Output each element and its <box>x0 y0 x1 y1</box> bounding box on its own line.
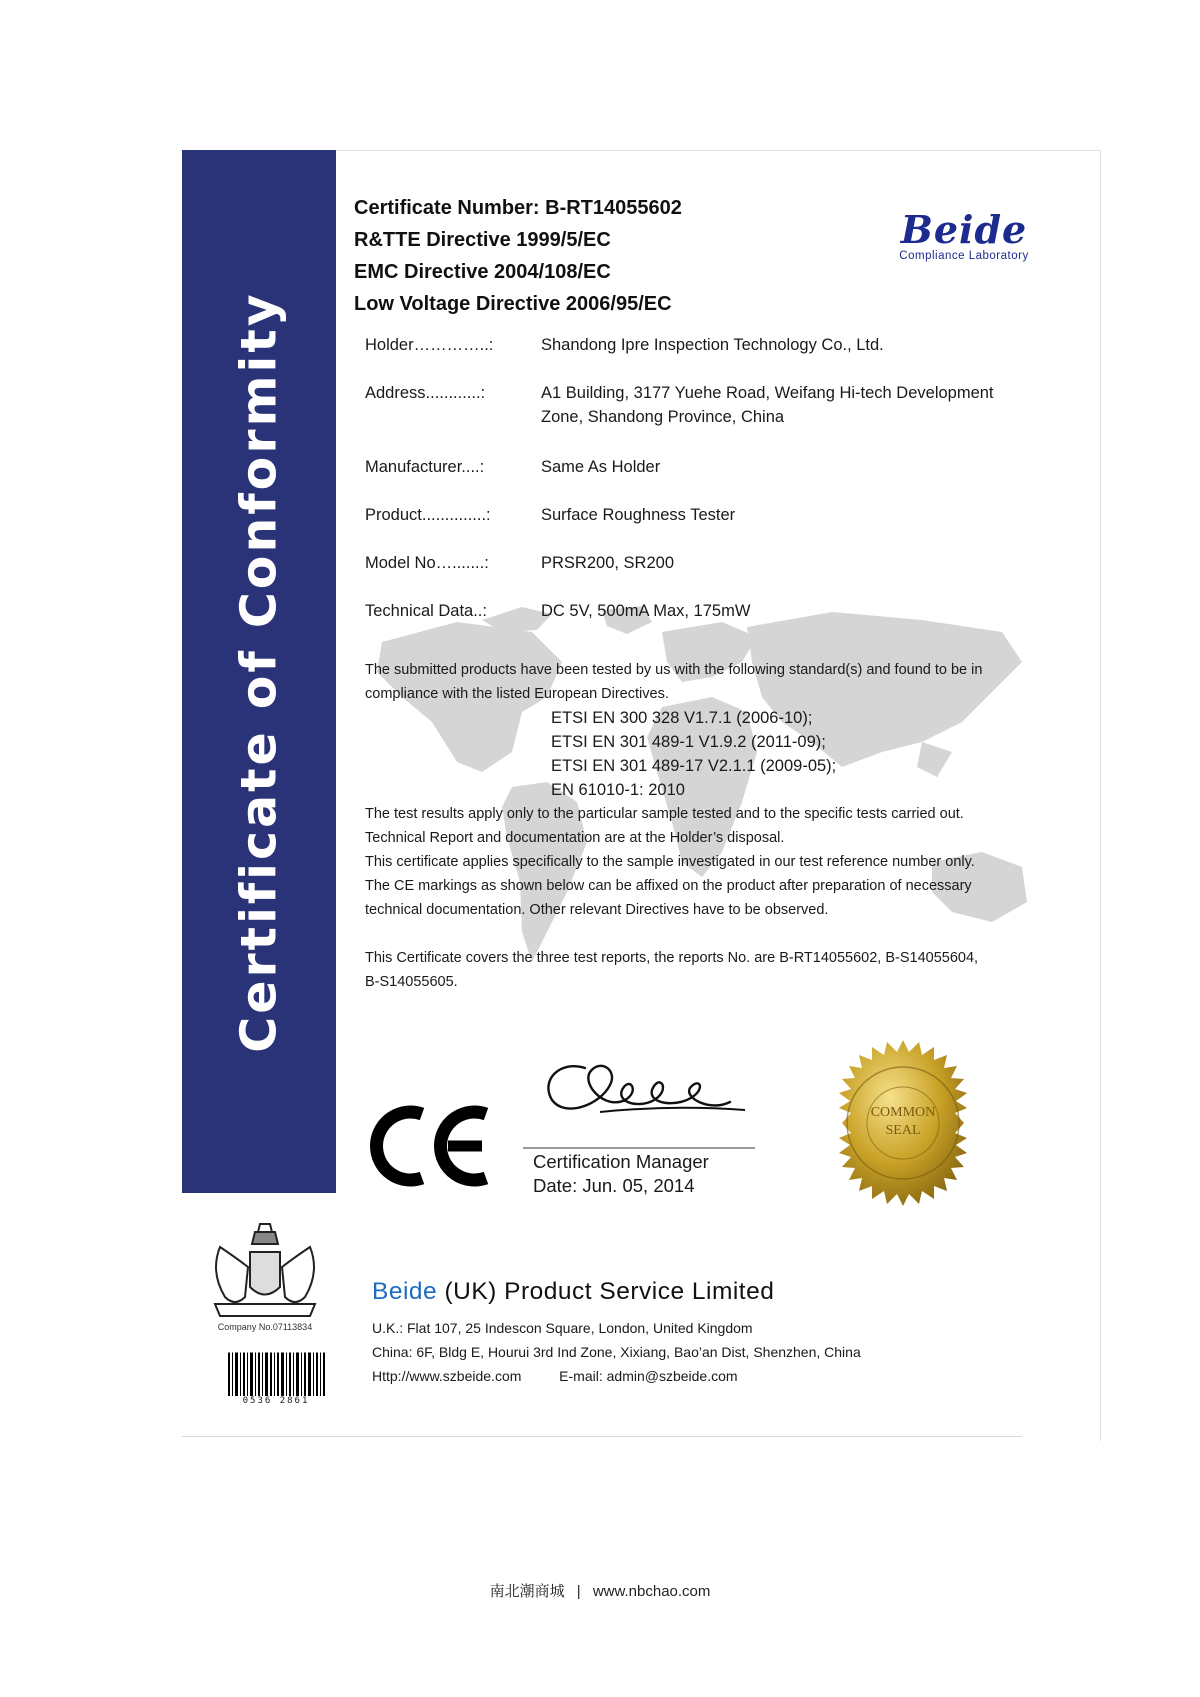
notes-paragraph <box>365 802 1055 922</box>
sidebar-title: Certificate of Conformity <box>230 290 288 1053</box>
footer-url[interactable]: www.nbchao.com <box>592 1583 711 1600</box>
company-brand: Beide <box>372 1278 438 1305</box>
standard-item: ETSI EN 300 328 V1.7.1 (2006-10); <box>551 709 813 727</box>
certificate-header <box>354 192 682 320</box>
logo-subtitle: Compliance Laboratory <box>899 250 1029 262</box>
footer-divider <box>182 1436 1022 1437</box>
ce-mark-icon <box>370 1100 494 1192</box>
standard-item: EN 61010-1: 2010 <box>551 781 685 799</box>
product-label: Product..............: <box>365 506 491 524</box>
manufacturer-value: Same As Holder <box>541 458 661 476</box>
seal-text-line-1: COMMON <box>870 1105 936 1120</box>
certificate-number: Certificate Number: B-RT14055602 <box>354 197 682 219</box>
standard-item: ETSI EN 301 489-1 V1.9.2 (2011-09); <box>551 733 826 751</box>
certificate-date: Date: Jun. 05, 2014 <box>533 1175 695 1196</box>
model-label: Model No….......: <box>365 554 489 572</box>
address-label: Address............: <box>365 384 486 402</box>
note-line: The test results apply only to the particular sample tested and to the specific tests carried out. <box>365 806 964 822</box>
lvd-directive: Low Voltage Directive 2006/95/EC <box>354 293 672 315</box>
intro-line-1: The submitted products have been tested by us with the following standard(s) and found to be in <box>365 662 983 678</box>
holder-label: Holder…………..: <box>365 336 494 354</box>
note-line: technical documentation. Other relevant Directives have to be observed. <box>365 902 829 918</box>
intro-paragraph <box>365 658 1055 706</box>
logo-name: Beide <box>900 207 1028 252</box>
standards-list <box>551 706 836 802</box>
technical-data-value: DC 5V, 500mA Max, 175mW <box>541 602 751 620</box>
signature-icon <box>530 1050 760 1135</box>
address-line-1: A1 Building, 3177 Yuehe Road, Weifang Hi-tech Development <box>541 384 994 402</box>
page-footer <box>0 1580 1200 1601</box>
company-contact <box>372 1316 861 1388</box>
product-value: Surface Roughness Tester <box>541 506 736 524</box>
sidebar-band <box>182 150 336 1193</box>
web-contact-row <box>372 1364 861 1388</box>
royal-crest-icon <box>200 1212 330 1322</box>
model-value: PRSR200, SR200 <box>541 554 674 572</box>
emc-directive: EMC Directive 2004/108/EC <box>354 261 611 283</box>
address-value <box>541 381 1061 429</box>
seal-text-line-2: SEAL <box>885 1123 921 1138</box>
common-seal <box>818 1038 988 1208</box>
company-number: Company No.07113834 <box>217 1322 313 1332</box>
uk-address: U.K.: Flat 107, 25 Indescon Square, London, United Kingdom <box>372 1320 753 1336</box>
technical-data-label: Technical Data..: <box>365 602 487 620</box>
china-address: China: 6F, Bldg E, Hourui 3rd Ind Zone, Xixiang, Bao’an Dist, Shenzhen, China <box>372 1344 861 1360</box>
barcode-digits: 0536 2861 <box>226 1396 326 1406</box>
footer-site-name: 南北潮商城 <box>489 1583 565 1600</box>
company-name-rest: (UK) Product Service Limited <box>437 1278 775 1305</box>
note-line: The CE markings as shown below can be affixed on the product after preparation of necessary <box>365 878 972 894</box>
company-name <box>372 1278 774 1306</box>
manufacturer-label: Manufacturer....: <box>365 458 485 476</box>
intro-line-2: compliance with the listed European Directives. <box>365 686 669 702</box>
note-line: This certificate applies specifically to the sample investigated in our test reference number only. <box>365 854 975 870</box>
email-link[interactable]: E-mail: admin@szbeide.com <box>559 1368 738 1384</box>
website-link[interactable]: Http://www.szbeide.com <box>372 1368 522 1384</box>
signatory-block <box>533 1150 709 1198</box>
signature-line <box>523 1147 755 1149</box>
standard-item: ETSI EN 301 489-17 V2.1.1 (2009-05); <box>551 757 837 775</box>
address-line-2: Zone, Shandong Province, China <box>541 408 785 426</box>
holder-value: Shandong Ipre Inspection Technology Co., Ltd. <box>541 336 884 354</box>
note-line: Technical Report and documentation are at the Holder’s disposal. <box>365 830 785 846</box>
seal-text <box>818 1104 988 1140</box>
coverage-line-1: This Certificate covers the three test reports, the reports No. are B-RT14055602, B-S14055604, <box>365 950 979 966</box>
coverage-line-2: B-S14055605. <box>365 974 458 990</box>
coverage-paragraph <box>365 946 1055 994</box>
rtte-directive: R&TTE Directive 1999/5/EC <box>354 229 611 251</box>
signatory-title: Certification Manager <box>533 1151 709 1172</box>
footer-separator: | <box>576 1583 581 1600</box>
beide-logo <box>882 207 1046 262</box>
